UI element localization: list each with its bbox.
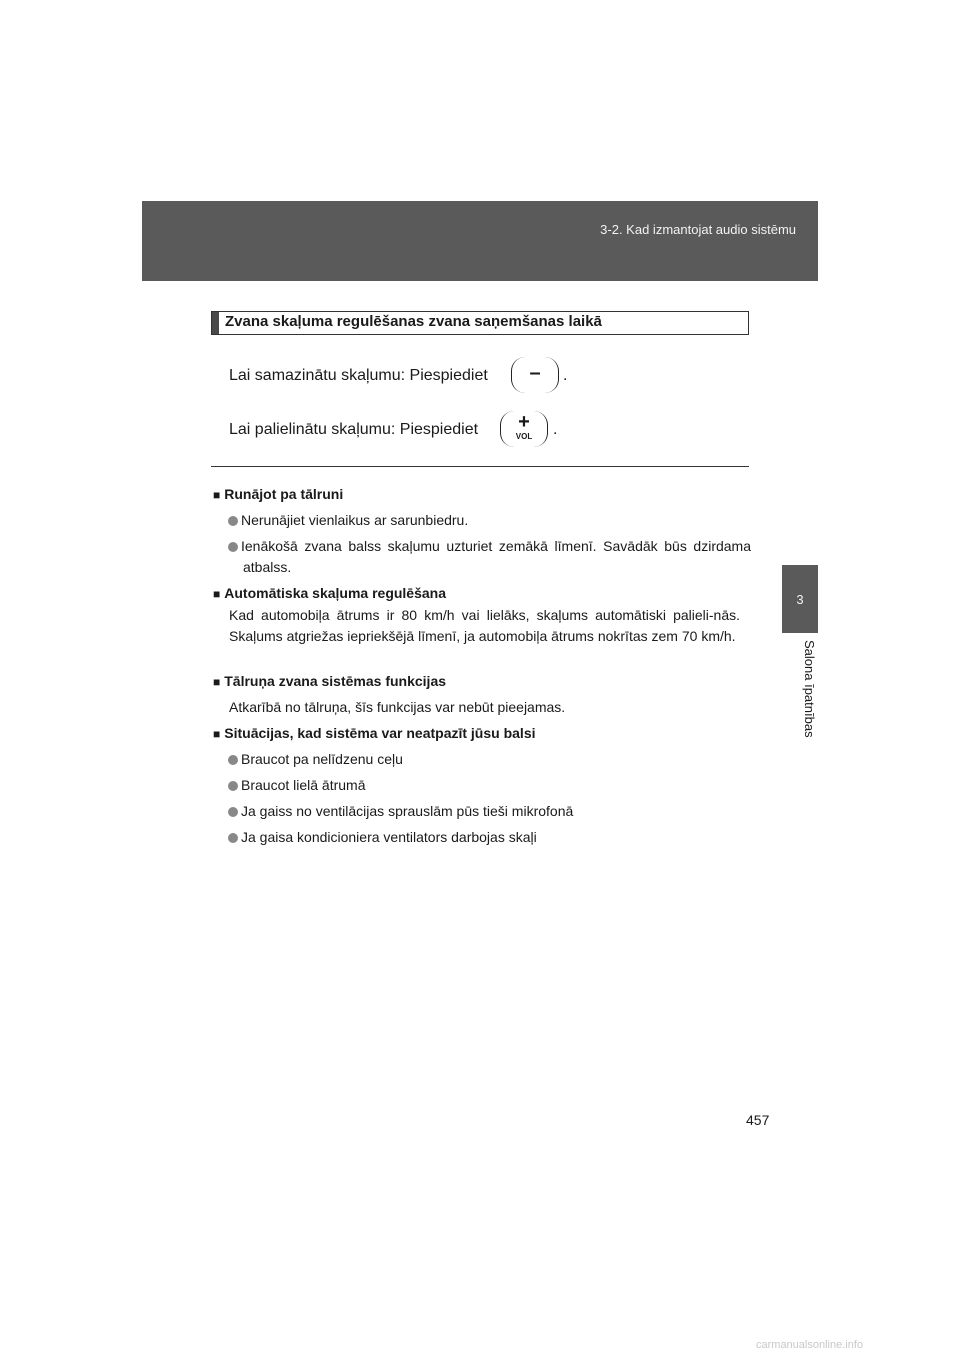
square-bullet-icon: ■ — [213, 675, 221, 689]
volume-decrease-instruction — [229, 367, 488, 385]
bullet-dot-icon — [228, 807, 238, 817]
list-item: Ja gaisa kondicioniera ventilators darbojas skaļi — [228, 827, 537, 848]
square-bullet-icon: ■ — [213, 727, 221, 741]
chapter-title: 3-2. Kad izmantojat audio sistēmu — [600, 222, 796, 237]
page-number: 457 — [746, 1112, 770, 1128]
list-item: Ienākošā zvana balss skaļumu uzturiet zemākā līmenī. Savādāk būs dzirdama atbalss. — [228, 536, 751, 578]
volume-up-button-icon — [500, 411, 548, 447]
chapter-side-label: Salona īpatnības — [802, 640, 817, 738]
volume-increase-instruction — [229, 421, 478, 439]
period: . — [553, 421, 558, 438]
section-heading-box — [211, 311, 749, 335]
list-item: Braucot lielā ātrumā — [228, 775, 366, 796]
square-bullet-icon: ■ — [213, 488, 221, 502]
minus-glyph: – — [529, 362, 541, 384]
note-text-phone-functions: Atkarībā no tālruņa, šīs funkcijas var nebūt pieejamas. — [229, 699, 566, 715]
note-heading-talking: ■ Runājot pa tālruni — [213, 486, 344, 502]
chapter-tab-number: 3 — [796, 591, 804, 607]
list-item: Braucot pa nelīdzenu ceļu — [228, 749, 403, 770]
bullet-dot-icon — [228, 516, 238, 526]
plus-glyph: + — [518, 411, 530, 433]
note-heading-phone-functions: ■ Tālruņa zvana sistēmas funkcijas — [213, 673, 447, 689]
section-divider — [211, 466, 749, 467]
volume-down-button-icon — [511, 357, 559, 393]
vol-label: VOL — [515, 432, 533, 441]
chapter-header — [142, 201, 818, 281]
chapter-tab — [782, 565, 818, 633]
period: . — [563, 367, 568, 384]
volume-decrease-text: Lai samazinātu skaļumu: Piespiediet — [229, 367, 488, 384]
note-heading-auto-volume: ■ Automātiska skaļuma regulēšana — [213, 585, 447, 601]
bullet-dot-icon — [228, 755, 238, 765]
list-item: Nerunājiet vienlaikus ar sarunbiedru. — [228, 510, 468, 531]
note-heading-voice-recognition: ■ Situācijas, kad sistēma var neatpazīt jūsu balsi — [213, 725, 536, 741]
section-title: Zvana skaļuma regulēšanas zvana saņemšanas laikā — [225, 313, 602, 330]
bullet-dot-icon — [228, 833, 238, 843]
section-heading-bar — [212, 312, 219, 334]
list-item: Ja gaiss no ventilācijas sprauslām pūs tieši mikrofonā — [228, 801, 573, 822]
bullet-dot-icon — [228, 781, 238, 791]
note-text-auto-volume: Kad automobiļa ātrums ir 80 km/h vai lielāks, skaļums automātiski palieli-nās. Skaļums atgriežas iepriekšējā līmenī, ja automobiļa ātrums nokrītas zem 70 km/h. — [229, 607, 740, 644]
volume-increase-text: Lai palielinātu skaļumu: Piespiediet — [229, 421, 479, 438]
bullet-dot-icon — [228, 542, 238, 552]
square-bullet-icon: ■ — [213, 587, 221, 601]
footer-watermark: carmanualsonline.info — [756, 1339, 864, 1351]
